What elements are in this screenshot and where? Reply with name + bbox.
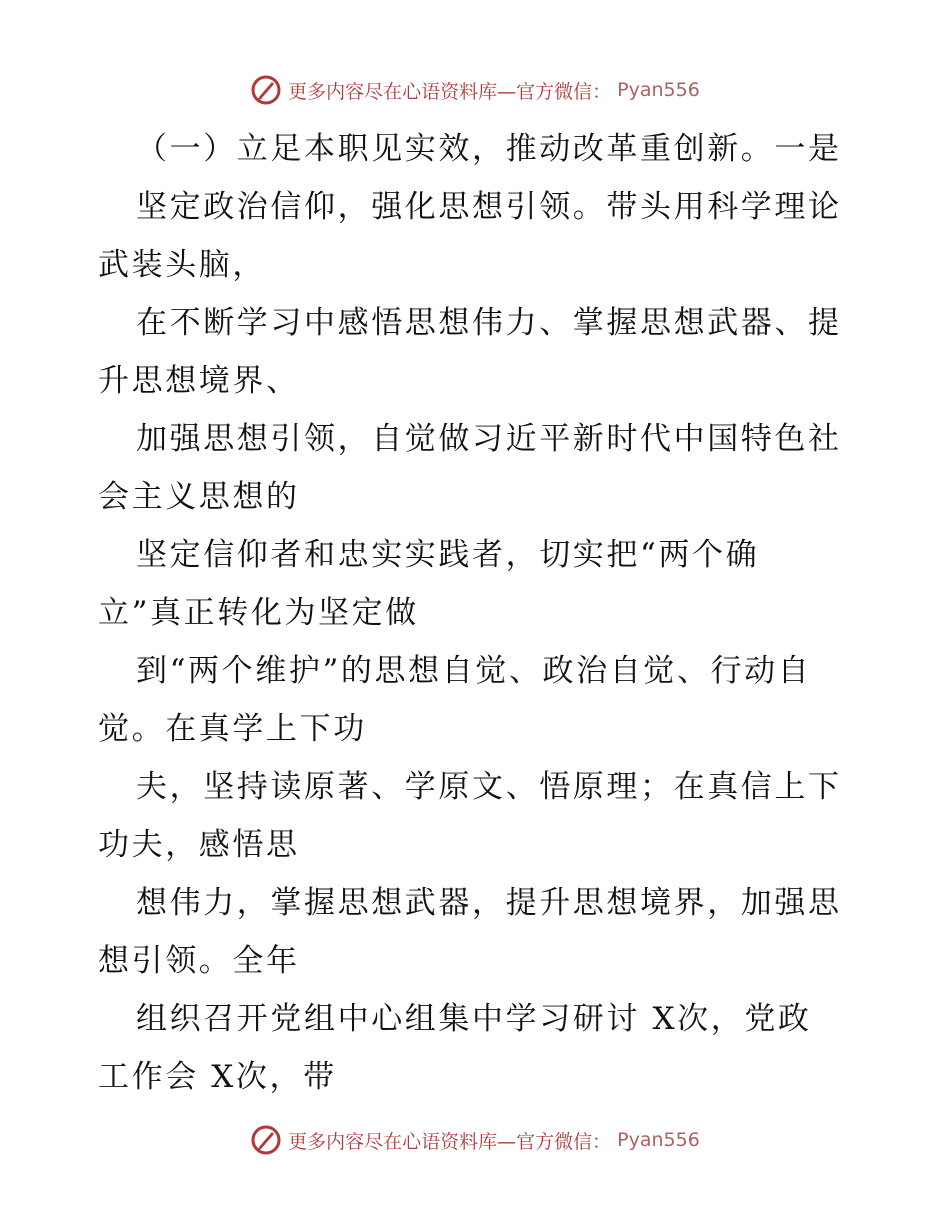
footer-watermark (0, 1120, 950, 1160)
body-line: 在不断学习中感悟思想伟力、掌握思想武器、提 (136, 305, 842, 341)
body-line: 想引领。全年 (98, 943, 300, 979)
watermark-wechat-id: Pyan556 (617, 1129, 700, 1151)
body-line: 坚定政治信仰，强化思想引领。带头用科学理论 (136, 189, 842, 225)
body-line: 工作会 X次，带 (98, 1059, 337, 1095)
body-line: 觉。在真学上下功 (98, 711, 367, 747)
body-line: 到“两个维护”的思想自觉、政治自觉、行动自 (136, 653, 812, 689)
body-line: 想伟力，掌握思想武器，提升思想境界，加强思 (136, 885, 842, 921)
body-line: 组织召开党组中心组集中学习研讨 X次，党政 (136, 1001, 812, 1037)
body-line: 夫，坚持读原著、学原文、悟原理；在真信上下 (136, 769, 842, 805)
body-line: 会主义思想的 (98, 479, 300, 515)
watermark-wechat-id: Pyan556 (617, 79, 700, 101)
red-quill-seal-icon (250, 74, 282, 106)
body-line: 加强思想引领，自觉做习近平新时代中国特色社 (136, 421, 842, 457)
watermark-text: 更多内容尽在心语资料库—官方微信： (288, 80, 612, 103)
body-line: 武装头脑， (98, 247, 266, 283)
red-quill-seal-icon (250, 1124, 282, 1156)
body-line: 升思想境界、 (98, 363, 300, 399)
body-line: 功夫，感悟思 (98, 827, 300, 863)
body-line: 坚定信仰者和忠实实践者，切实把“两个确 (136, 537, 760, 573)
body-line: （一）立足本职见实效，推动改革重创新。一是 (136, 131, 842, 167)
body-line: 立”真正转化为坚定做 (98, 595, 419, 631)
document-body (98, 120, 858, 1106)
header-watermark (0, 70, 950, 110)
watermark-text: 更多内容尽在心语资料库—官方微信： (288, 1130, 612, 1153)
